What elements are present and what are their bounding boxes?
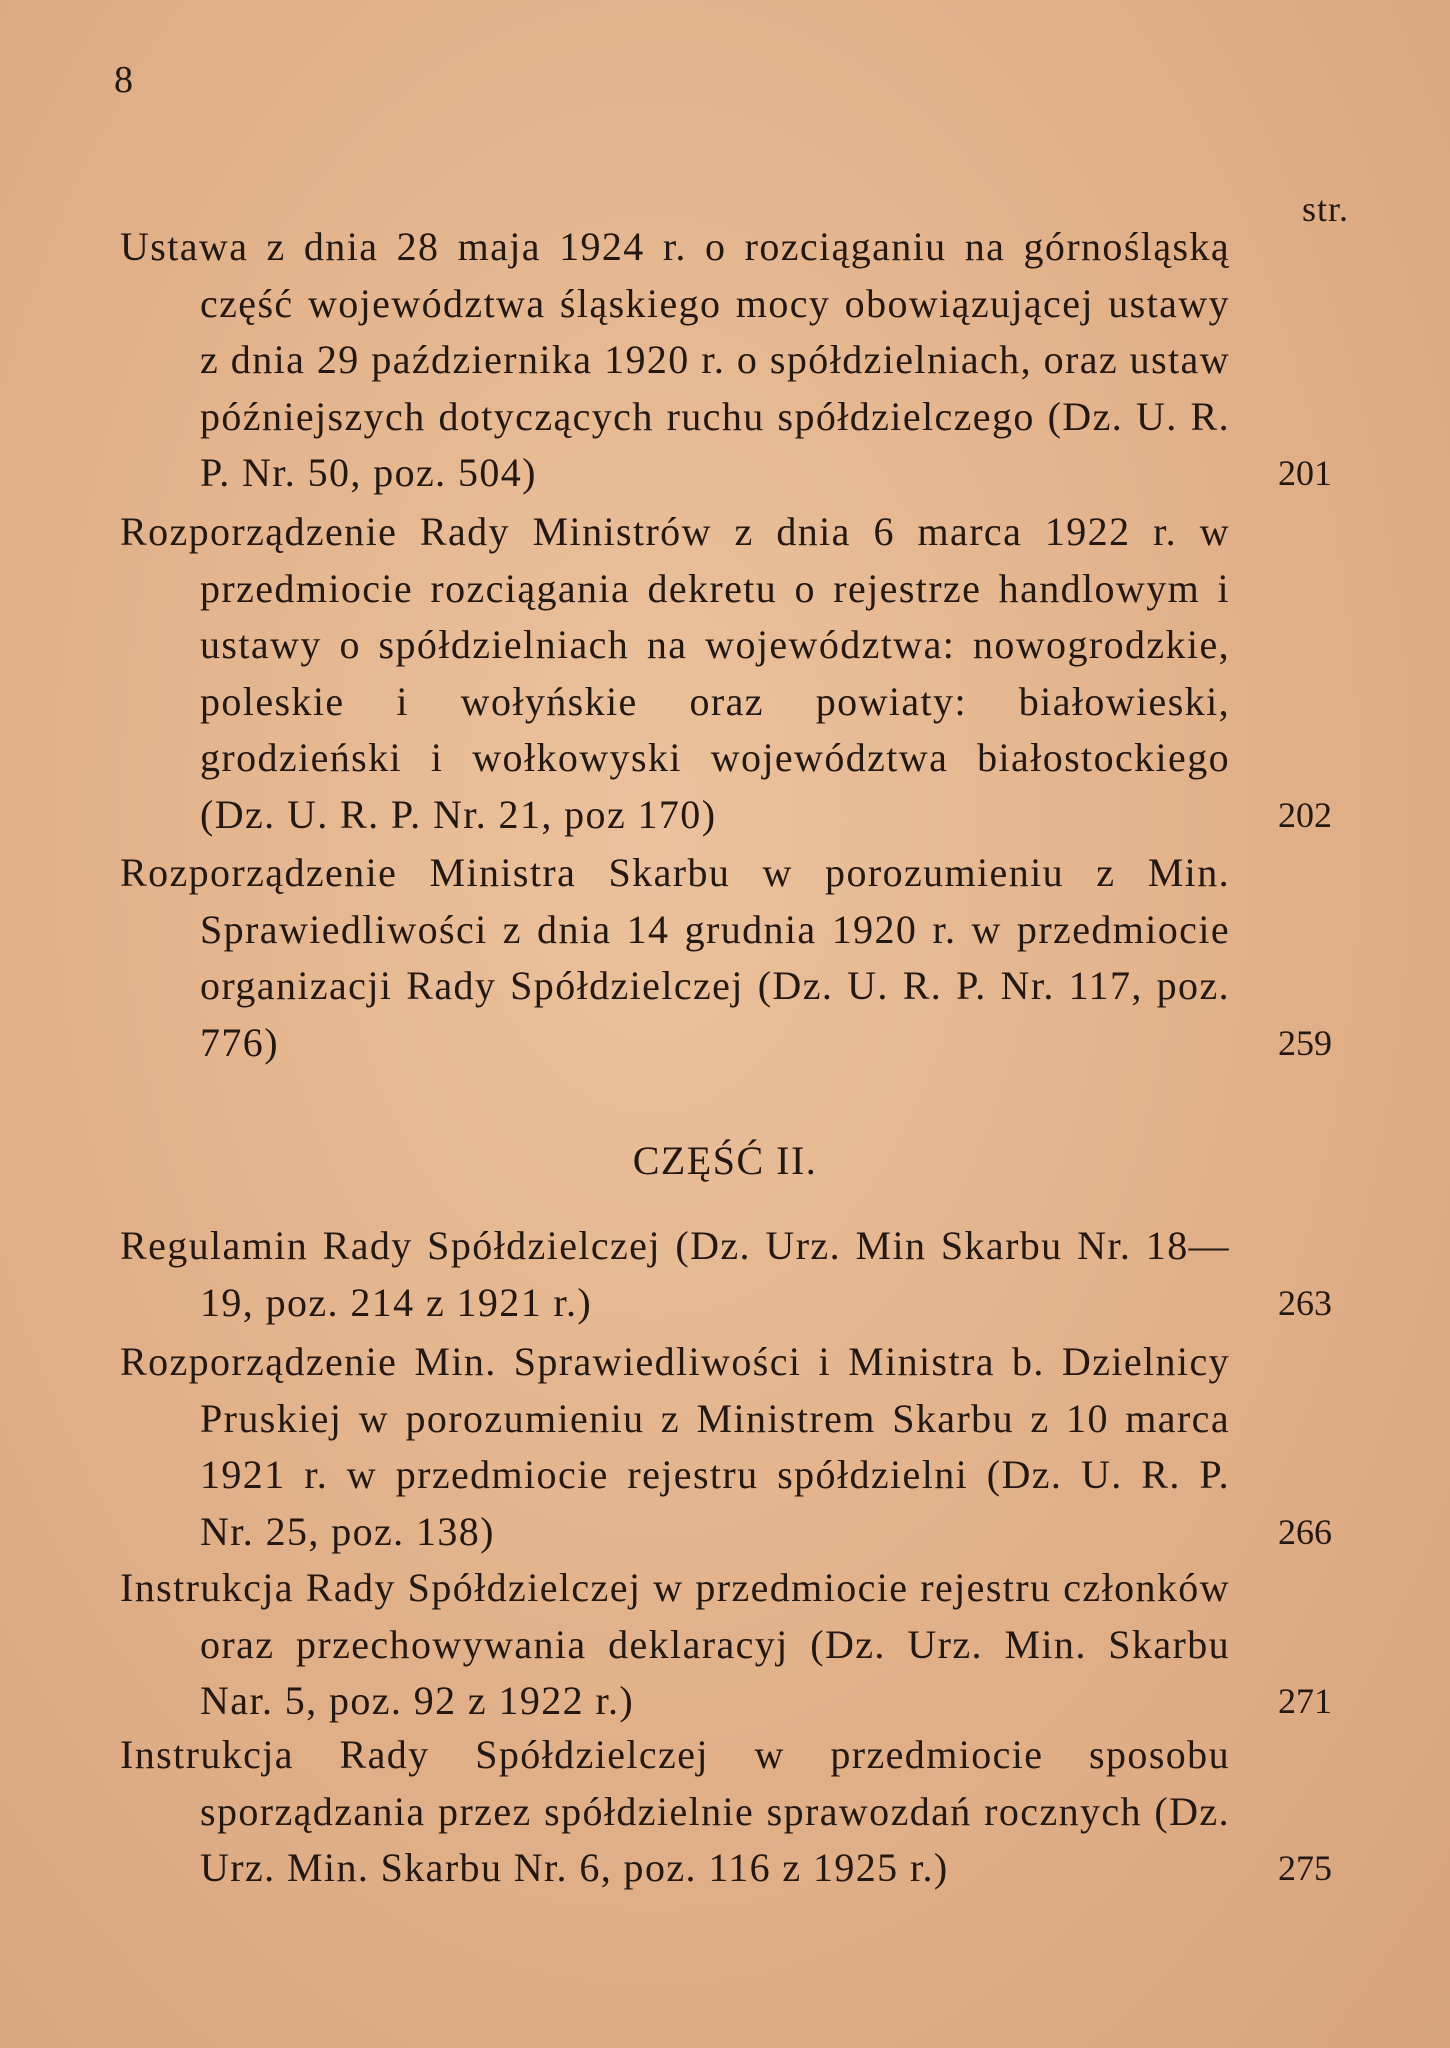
section-heading: CZĘŚĆ II.	[632, 1138, 818, 1183]
toc-entry	[120, 845, 1332, 1071]
toc-entry-page: 259	[1278, 1022, 1332, 1063]
toc-entry-page: 263	[1278, 1282, 1332, 1323]
toc-entry-title: Ustawa z dnia 28 maja 1924 r. o rozciąganiu na górnośląską część województwa śląskiego mocy obowiązującej ustawy z dnia 29 października 1920 r. o spółdzielniach, oraz ustaw późniejszych dotyczących ruchu spółdzielczego (Dz. U. R. P. Nr. 50, poz. 504)	[120, 224, 1230, 495]
toc-entry	[120, 219, 1332, 502]
toc-entry-title: Regulamin Rady Spółdzielczej (Dz. Urz. Min Skarbu Nr. 18—19, poz. 214 z 1921 r.)	[120, 1223, 1230, 1325]
toc-entry	[120, 1334, 1332, 1560]
toc-entry-title: Rozporządzenie Min. Sprawiedliwości i Ministra b. Dzielnicy Pruskiej w porozumieniu z Ministrem Skarbu z 10 marca 1921 r. w przedmiocie rejestru spółdzielni (Dz. U. R. P. Nr. 25, poz. 138)	[120, 1339, 1230, 1554]
toc-entry-page: 202	[1278, 794, 1332, 835]
toc-entry-title: Instrukcja Rady Spółdzielczej w przedmiocie rejestru członków oraz przechowywania deklaracyj (Dz. Urz. Min. Skarbu Nar. 5, poz. 92 z 1922 r.)	[120, 1565, 1230, 1723]
toc-entry	[120, 1218, 1332, 1331]
page-column-header: str.	[1302, 189, 1350, 229]
toc-entry-page: 275	[1278, 1848, 1332, 1888]
toc-entry-title: Rozporządzenie Ministra Skarbu w porozumieniu z Min. Sprawiedliwości z dnia 14 grudnia 1920 r. w przedmiocie organizacji Rady Spółdzielczej (Dz. U. R. P. Nr. 117, poz. 776)	[120, 850, 1230, 1065]
toc-entry	[120, 1560, 1332, 1730]
toc-entry-page: 266	[1278, 1511, 1332, 1552]
toc-entry-title: Rozporządzenie Rady Ministrów z dnia 6 marca 1922 r. w przedmiocie rozciągania dekretu o rejestrze handlowym i ustawy o spółdzielniach na województwa: nowogrodzkie, poleskie i wołyńskie oraz powiaty: białowieski, grodzieński i wołkowyski województwa białostockiego (Dz. U. R. P. Nr. 21, poz 170)	[120, 509, 1230, 837]
toc-entry-page: 201	[1278, 453, 1332, 493]
toc-entry	[120, 1727, 1332, 1897]
toc-entry-page: 271	[1278, 1681, 1332, 1721]
toc-entry	[120, 504, 1332, 843]
page-number: 8	[114, 59, 133, 101]
toc-entry-title: Instrukcja Rady Spółdzielczej w przedmiocie sposobu sporządzania przez spółdzielnie sprawozdań rocznych (Dz. Urz. Min. Skarbu Nr. 6, poz. 116 z 1925 r.)	[120, 1732, 1230, 1890]
